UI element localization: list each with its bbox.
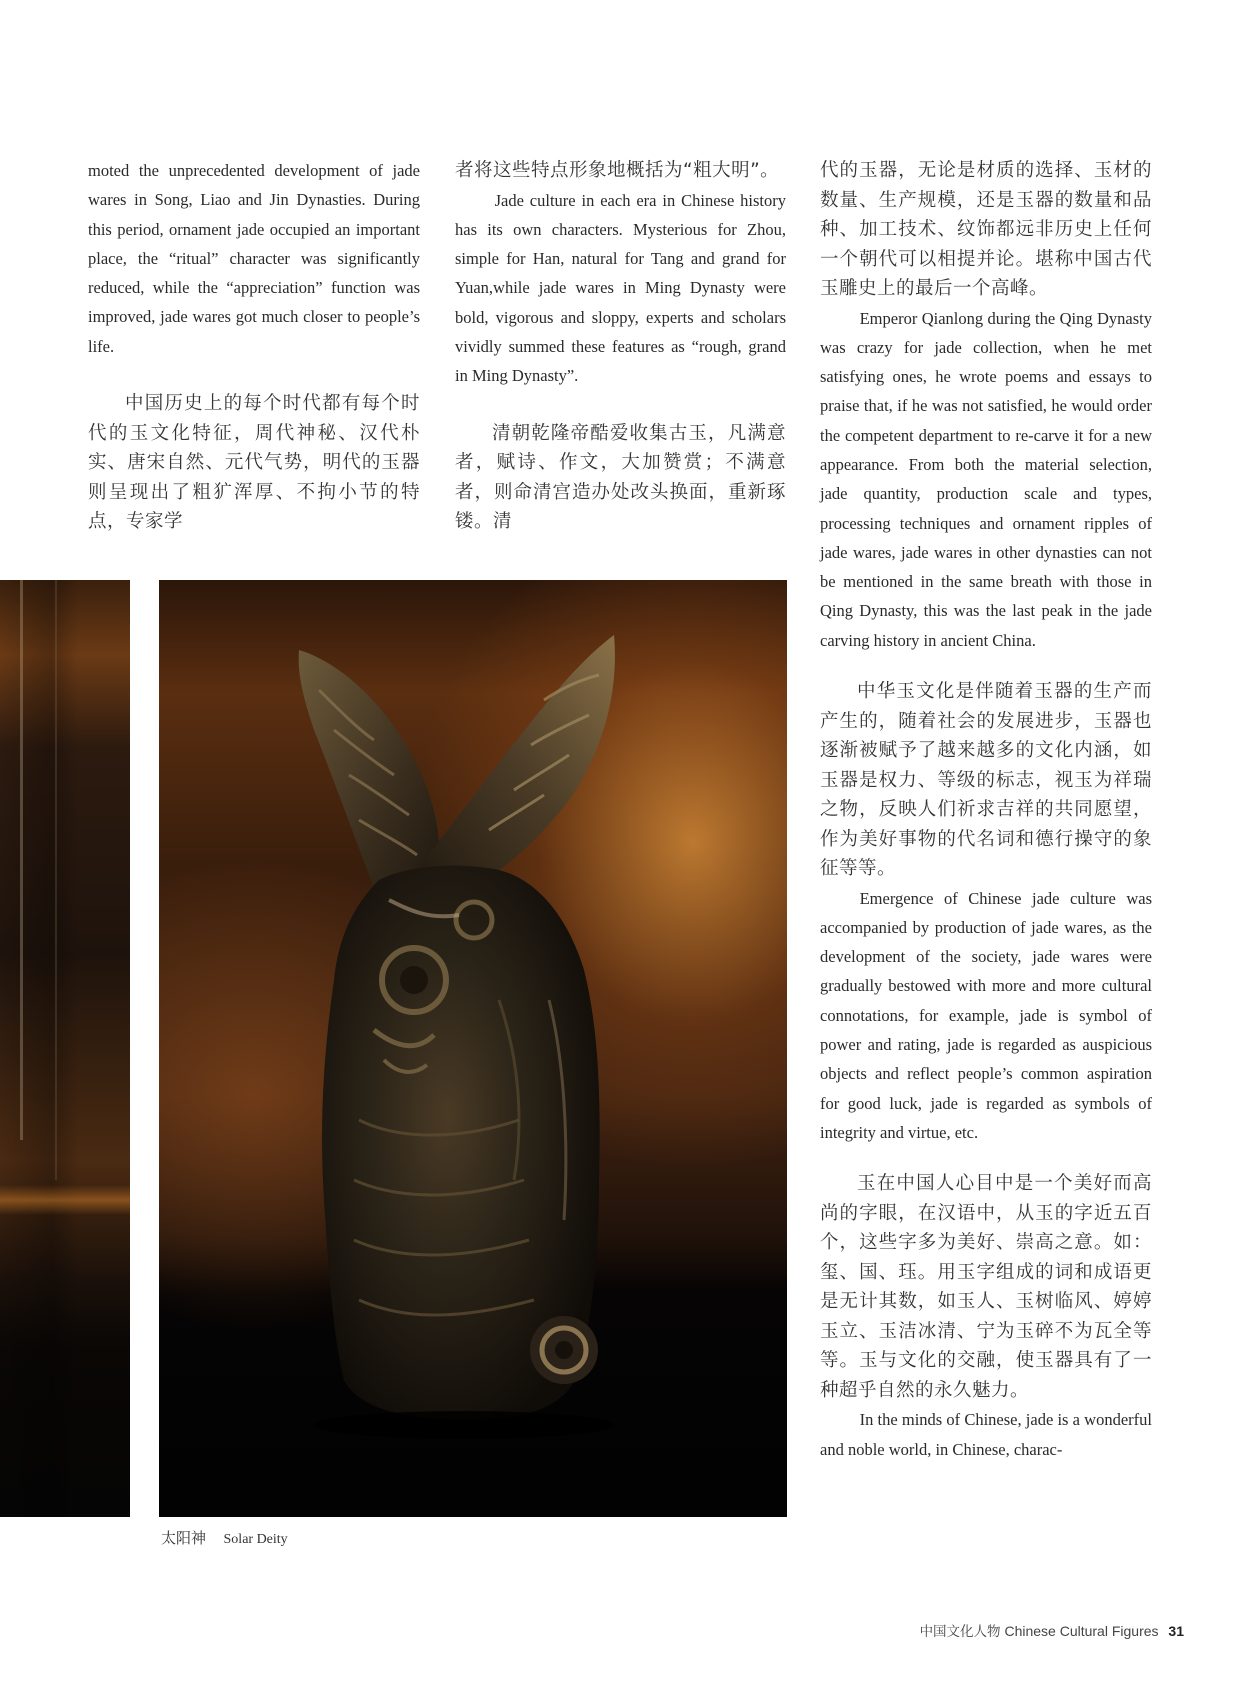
page-number: 31: [1168, 1623, 1184, 1639]
paragraph-en: moted the unprecedented development of jade wares in Song, Liao and Jin Dynasties. During this period, ornament jade occupied an important place, the “ritual” character was significantly reduced, while the “appreciation” function was improved, jade wares got much closer to people’s life.: [88, 161, 420, 356]
paragraph-en: Emperor Qianlong during the Qing Dynasty was crazy for jade collection, when he met satisfying ones, he wrote poems and essays to praise that, if he was not satisfied, he would order the competent department to re-carve it for a new appearance. From both the material selection, jade quantity, production scale and types, processing techniques and ornament ripples of jade wares, jade wares in other dynasties can not be mentioned in the same breath with those in Qing Dynasty, this was the last peak in the jade carving history in ancient China.: [820, 308, 1152, 650]
paragraph-zh: 中华玉文化是伴随着玉器的生产而产生的，随着社会的发展进步，玉器也逐渐被赋予了越来越多的文化内涵，如玉器是权力、等级的标志，视玉为祥瑞之物，反映人们祈求吉祥的共同愿望，作为美好事物的代名词和德行操守的象征等等。: [820, 681, 1152, 880]
paragraph-zh: 中国历史上的每个时代都有每个时代的玉文化特征，周代神秘、汉代朴实、唐宋自然、元代气势，明代的玉器则呈现出了粗犷浑厚、不拘小节的特点，专家学: [88, 393, 420, 533]
caption-en: Solar Deity: [223, 1532, 288, 1547]
text-column-2: [455, 156, 786, 537]
photo-caption: [161, 1527, 288, 1548]
paragraph-en: Jade culture in each era in Chinese history has its own characters. Mysterious for Zhou, simple for Han, natural for Tang and grand for Yuan,while jade wares in Ming Dynasty were bold, vigorous and sloppy, experts and scholars vividly summed these features as “rough, grand in Ming Dynasty”.: [455, 190, 786, 386]
caption-zh: 太阳神: [161, 1529, 207, 1547]
page-footer: [920, 1620, 1184, 1640]
text-column-1: [88, 156, 420, 537]
paragraph-zh: 清朝乾隆帝酷爱收集古玉，凡满意者，赋诗、作文，大加赞赏；不满意者，则命清宫造办处改头换面，重新琢镂。清: [455, 422, 786, 533]
paragraph-zh: 者将这些特点形象地概括为“粗大明”。: [455, 160, 780, 181]
solar-deity-photo: [159, 580, 787, 1517]
paragraph-zh: 代的玉器，无论是材质的选择、玉材的数量、生产规模，还是玉器的数量和品种、加工技术、纹饰都远非历史上任何一个朝代可以相提并论。堪称中国古代玉雕史上的最后一个高峰。: [820, 160, 1152, 299]
light-reflection: [0, 1185, 130, 1215]
footer-magazine-en: Chinese Cultural Figures: [1004, 1623, 1159, 1639]
paragraph-zh: 玉在中国人心目中是一个美好而高尚的字眼，在汉语中，从玉的字近五百个，这些字多为美好、崇高之意。如：玺、国、珏。用玉字组成的词和成语更是无计其数，如玉人、玉树临风、婷婷玉立、玉洁冰清、宁为玉碎不为瓦全等等。玉与文化的交融，使玉器具有了一种超乎自然的永久魅力。: [820, 1173, 1152, 1401]
paragraph-en: In the minds of Chinese, jade is a wonderful and noble world, in Chinese, charac-: [820, 1410, 1152, 1459]
paragraph-en: Emergence of Chinese jade culture was accompanied by production of jade wares, as the development of the society, jade wares were gradually bestowed with more and more cultural connotations, for example, jade is symbol of power and rating, jade is regarded as auspicious objects and reflect people’s common aspiration for good luck, jade is regarded as symbols of integrity and virtue, etc.: [820, 888, 1152, 1142]
display-case-edge: [20, 580, 23, 1140]
side-photo: [0, 580, 130, 1517]
jade-figurine-illustration: [159, 580, 787, 1517]
text-column-3: [820, 156, 1152, 1464]
footer-magazine-zh: 中国文化人物: [919, 1624, 1001, 1640]
display-case-edge: [55, 580, 57, 1180]
